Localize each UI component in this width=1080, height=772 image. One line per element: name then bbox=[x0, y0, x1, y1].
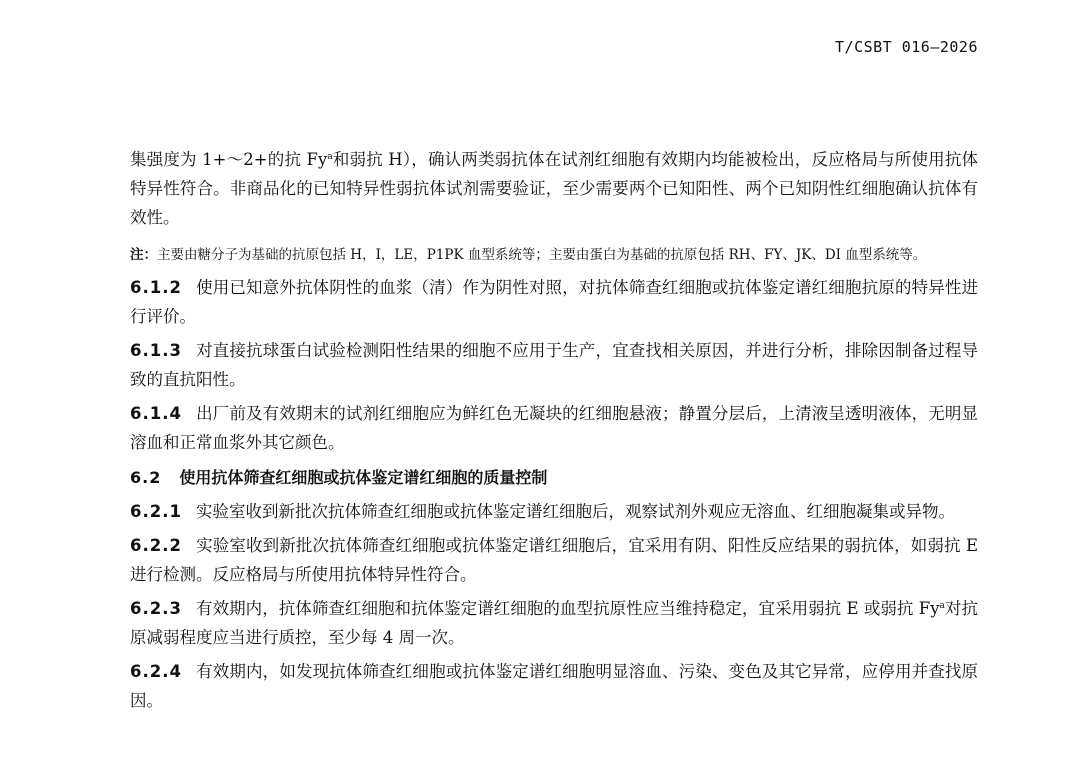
clause-text: 实验室收到新批次抗体筛查红细胞或抗体鉴定谱红细胞后，宜采用有阴、阳性反应结果的弱抗体，如弱抗 E 进行检测。反应格局与所使用抗体特异性符合。 bbox=[130, 536, 978, 584]
clause-number: 6.1.3 bbox=[130, 341, 182, 360]
clause-number: 6.2.3 bbox=[130, 599, 182, 618]
clause-6-2-1 bbox=[130, 497, 978, 526]
clause-text: 有效期内，如发现抗体筛查红细胞或抗体鉴定谱红细胞明显溶血、污染、变色及其它异常，应停用并查找原因。 bbox=[130, 662, 978, 710]
clause-number: 6.1.2 bbox=[130, 278, 182, 297]
clause-number: 6.1.4 bbox=[130, 404, 182, 423]
intro-paragraph bbox=[130, 145, 978, 232]
intro-text-a: 集强度为 1+～2+的抗 Fy bbox=[130, 150, 328, 169]
clause-6-2-2 bbox=[130, 531, 978, 589]
note-text: 主要由糖分子为基础的抗原包括 H，I，LE，P1PK 血型系统等；主要由蛋白为基础的抗原包括 RH、FY、JK、DI 血型系统等。 bbox=[157, 247, 927, 263]
superscript-a: a bbox=[939, 601, 945, 611]
clause-text-b: 对抗原减弱程度应当进行质控，至少每 4 周一次。 bbox=[130, 599, 978, 647]
note bbox=[130, 243, 978, 268]
clause-6-1-4 bbox=[130, 399, 978, 457]
clause-number: 6.2.4 bbox=[130, 662, 182, 681]
intro-text-b: 和弱抗 H），确认两类弱抗体在试剂红细胞有效期内均能被检出，反应格局与所使用抗体特异性符合。非商品化的已知特异性弱抗体试剂需要验证，至少需要两个已知阳性、两个已知阴性红细胞确认抗体有效性。 bbox=[130, 150, 978, 227]
clause-text-a: 有效期内，抗体筛查红细胞和抗体鉴定谱红细胞的血型抗原性应当维持稳定，宜采用弱抗 E 或弱抗 Fy bbox=[195, 599, 940, 618]
section-number: 6.2 bbox=[130, 468, 162, 487]
clause-6-1-3 bbox=[130, 336, 978, 394]
section-heading-6-2 bbox=[130, 463, 978, 492]
clause-text: 使用已知意外抗体阴性的血浆（清）作为阴性对照，对抗体筛查红细胞或抗体鉴定谱红细胞抗原的特异性进行评价。 bbox=[130, 278, 978, 326]
clause-text: 出厂前及有效期末的试剂红细胞应为鲜红色无凝块的红细胞悬液；静置分层后，上清液呈透明液体，无明显溶血和正常血浆外其它颜色。 bbox=[130, 404, 978, 452]
clause-text: 对直接抗球蛋白试验检测阳性结果的细胞不应用于生产，宜查找相关原因，并进行分析，排除因制备过程导致的直抗阳性。 bbox=[130, 341, 978, 389]
clause-number: 6.2.2 bbox=[130, 536, 182, 555]
clause-6-2-4 bbox=[130, 657, 978, 715]
document-code: T/CSBT 016—2026 bbox=[835, 38, 978, 56]
clause-text: 实验室收到新批次抗体筛查红细胞或抗体鉴定谱红细胞后，观察试剂外观应无溶血、红细胞凝集或异物。 bbox=[195, 502, 955, 521]
superscript-a: a bbox=[327, 152, 333, 162]
note-label: 注： bbox=[130, 247, 157, 263]
document-body bbox=[130, 145, 978, 715]
section-title: 使用抗体筛查红细胞或抗体鉴定谱红细胞的质量控制 bbox=[179, 468, 548, 487]
clause-6-1-2 bbox=[130, 273, 978, 331]
clause-number: 6.2.1 bbox=[130, 502, 182, 521]
clause-6-2-3 bbox=[130, 594, 978, 652]
